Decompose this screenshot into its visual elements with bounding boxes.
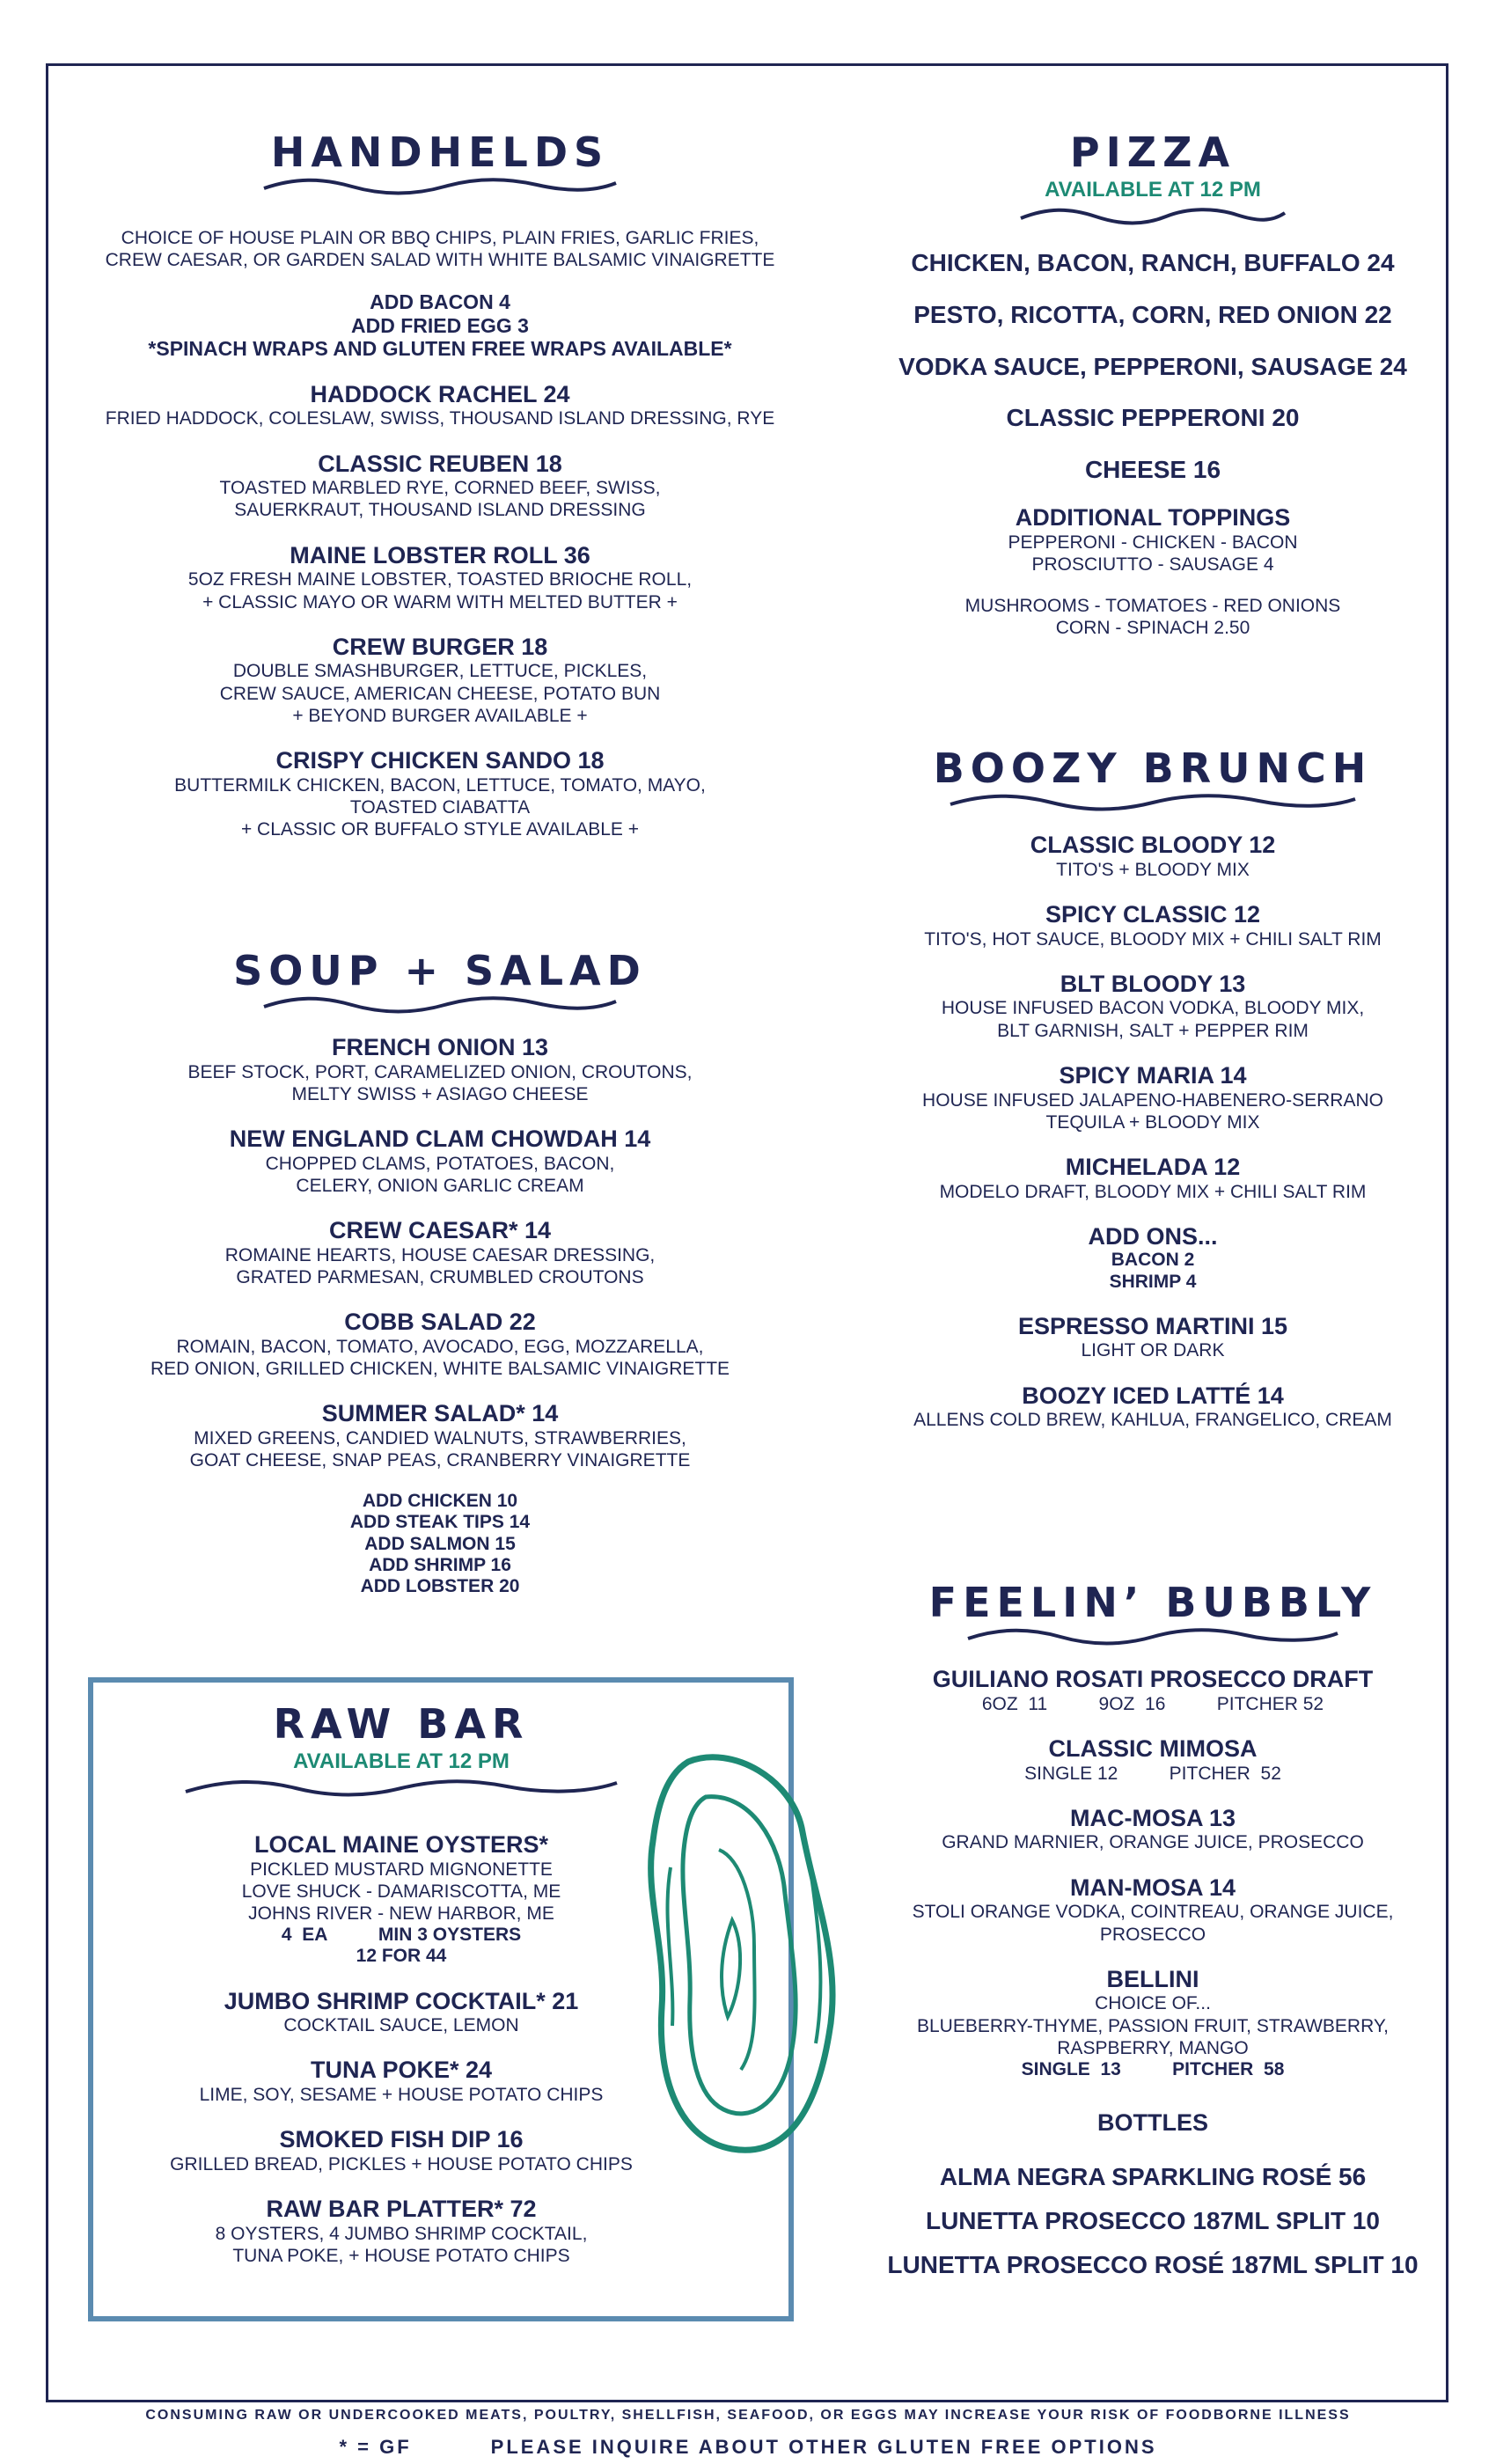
item-desc: CHOPPED CLAMS, POTATOES, BACON, [265, 1153, 615, 1174]
item-title: FRENCH ONION 13 [331, 1034, 549, 1060]
handhelds-heading: HANDHELDS [270, 128, 610, 176]
item-desc: TEQUILA + BLOODY MIX [1045, 1111, 1260, 1133]
item-desc: BUTTERMILK CHICKEN, BACON, LETTUCE, TOMATO, MAYO, [174, 774, 706, 796]
menu-item [53, 634, 827, 727]
menu-item [93, 1832, 709, 1968]
item-desc: TITO'S, HOT SAUCE, BLOODY MIX + CHILI SALT RIM [924, 928, 1382, 950]
menu-item [53, 1218, 827, 1288]
soup-salad-addons [53, 1491, 827, 1597]
item-title: SMOKED FISH DIP 16 [279, 2126, 524, 2153]
raw-bar-availability: AVAILABLE AT 12 PM [293, 1749, 510, 1773]
pizza-heading: PIZZA [1069, 128, 1236, 176]
item-desc: SINGLE 12 PITCHER 52 [1024, 1763, 1281, 1784]
addon-line: ADD SHRIMP 16 [369, 1554, 511, 1575]
menu-item [53, 1309, 827, 1380]
item-title: BOOZY ICED LATTÉ 14 [1022, 1382, 1284, 1409]
item-desc: PICKLED MUSTARD MIGNONETTE [250, 1859, 553, 1880]
item-desc: SAUERKRAUT, THOUSAND ISLAND DRESSING [234, 500, 646, 521]
item-desc: 8 OYSTERS, 4 JUMBO SHRIMP COCKTAIL, [215, 2223, 588, 2244]
menu-item [862, 1806, 1443, 1854]
pizza-item: PESTO, RICOTTA, CORN, RED ONION 22 [913, 300, 1392, 328]
item-title: SUMMER SALAD* 14 [321, 1400, 559, 1427]
menu-item [862, 972, 1443, 1042]
addon-line: ADD BACON 4 [370, 290, 510, 314]
item-desc: GRILLED BREAD, PICKLES + HOUSE POTATO CHIPS [170, 2153, 633, 2174]
menu-item [862, 1224, 1443, 1293]
bellini-price: SINGLE 13 PITCHER 58 [1021, 2058, 1285, 2079]
item-desc: JOHNS RIVER - NEW HARBOR, ME [248, 1903, 554, 1925]
toppings-line: CORN - SPINACH 2.50 [1055, 618, 1250, 639]
pizza-section [862, 128, 1443, 639]
item-desc: RASPBERRY, MANGO [1057, 2037, 1249, 2058]
toppings-line: PEPPERONI - CHICKEN - BACON [1008, 532, 1298, 553]
item-title: ESPRESSO MARTINI 15 [1017, 1312, 1288, 1339]
item-desc: GRATED PARMESAN, CRUMBLED CROUTONS [236, 1267, 644, 1287]
item-desc: FRIED HADDOCK, COLESLAW, SWISS, THOUSAND ISLAND DRESSING, RYE [105, 408, 775, 429]
wave-divider-icon [1016, 206, 1289, 225]
item-title: BELLINI [1106, 1965, 1199, 1992]
pizza-availability: AVAILABLE AT 12 PM [1045, 178, 1261, 202]
menu-item [93, 1989, 709, 2037]
bottle-item: ALMA NEGRA SPARKLING ROSÉ 56 [939, 2162, 1367, 2190]
item-desc: TOASTED CIABATTA [349, 796, 531, 818]
feelin-bubbly-section [862, 1579, 1443, 2279]
wave-divider-icon [181, 1778, 621, 1797]
item-title: HADDOCK RACHEL 24 [310, 380, 570, 407]
wave-divider-icon [260, 176, 620, 195]
oyster-price: 4 EA MIN 3 OYSTERS [281, 1925, 522, 1946]
menu-item [53, 748, 827, 840]
item-desc: CREW SAUCE, AMERICAN CHEESE, POTATO BUN [219, 683, 661, 704]
menu-item [93, 2196, 709, 2267]
item-title: CLASSIC BLOODY 12 [1030, 832, 1276, 858]
menu-item [862, 1736, 1443, 1785]
item-title: GUILIANO ROSATI PROSECCO DRAFT [932, 1666, 1374, 1692]
boozy-brunch-heading: BOOZY BRUNCH [933, 744, 1373, 792]
item-desc: RED ONION, GRILLED CHICKEN, WHITE BALSAMIC VINAIGRETTE [150, 1359, 730, 1380]
soup-salad-heading: SOUP + SALAD [233, 947, 647, 994]
toppings-block [862, 505, 1443, 639]
item-desc: + CLASSIC OR BUFFALO STYLE AVAILABLE + [240, 819, 640, 840]
item-title: RAW BAR PLATTER* 72 [266, 2196, 537, 2223]
pizza-item: VODKA SAUCE, PEPPERONI, SAUSAGE 24 [898, 352, 1407, 380]
item-desc: STOLI ORANGE VODKA, COINTREAU, ORANGE JUICE, [912, 1902, 1394, 1923]
menu-item [53, 382, 827, 430]
menu-item [862, 1155, 1443, 1203]
item-title: CREW BURGER 18 [332, 633, 548, 660]
item-desc: LIGHT OR DARK [1081, 1340, 1225, 1361]
item-title: MICHELADA 12 [1065, 1153, 1241, 1180]
addon-line: ADD FRIED EGG 3 [351, 313, 529, 337]
item-title: CRISPY CHICKEN SANDO 18 [275, 746, 605, 774]
item-desc: TITO'S + BLOODY MIX [1056, 859, 1250, 880]
pizza-item: CLASSIC PEPPERONI 20 [1006, 404, 1300, 432]
menu-item [862, 1967, 1443, 2080]
item-title: MAN-MOSA 14 [1069, 1874, 1236, 1901]
food-safety-warning: CONSUMING RAW OR UNDERCOOKED MEATS, POULTRY, SHELLFISH, SEAFOOD, OR EGGS MAY INCREASE YOUR RISK OF FOODBORNE ILLNESS [145, 2408, 1351, 2423]
menu-item [53, 451, 827, 522]
item-desc: ROMAIN, BACON, TOMATO, AVOCADO, EGG, MOZZARELLA, [176, 1336, 704, 1357]
item-title: CREW CAESAR* 14 [328, 1217, 552, 1244]
menu-item [53, 1401, 827, 1471]
wave-divider-icon [946, 792, 1360, 811]
item-desc: LIME, SOY, SESAME + HOUSE POTATO CHIPS [199, 2085, 604, 2106]
handhelds-intro [53, 227, 827, 271]
addon-line: ADD CHICKEN 10 [362, 1491, 518, 1512]
item-desc: + BEYOND BURGER AVAILABLE + [292, 705, 588, 726]
handhelds-addons [53, 290, 827, 360]
item-title: CLASSIC MIMOSA [1048, 1734, 1258, 1762]
menu-item [862, 1667, 1443, 1715]
addon-line: *SPINACH WRAPS AND GLUTEN FREE WRAPS AVAILABLE* [148, 337, 732, 361]
item-title: ADD ONS... [1088, 1222, 1218, 1250]
item-desc: TOASTED MARBLED RYE, CORNED BEEF, SWISS, [219, 478, 661, 499]
item-title: TUNA POKE* 24 [310, 2057, 493, 2084]
addon-line: SHRIMP 4 [1109, 1271, 1197, 1292]
oyster-dozen-price: 12 FOR 44 [356, 1946, 447, 1967]
addon-line: ADD SALMON 15 [364, 1533, 516, 1554]
addon-line: BACON 2 [1111, 1250, 1195, 1271]
raw-bar-section [93, 1700, 709, 2267]
menu-item [862, 1383, 1443, 1432]
menu-item [53, 1035, 827, 1105]
item-desc: + CLASSIC MAYO OR WARM WITH MELTED BUTTER + [202, 591, 678, 612]
item-title: JUMBO SHRIMP COCKTAIL* 21 [224, 1987, 579, 2014]
item-desc: CHOICE OF... [1095, 1993, 1211, 2014]
toppings-line: PROSCIUTTO - SAUSAGE 4 [1031, 554, 1274, 575]
item-desc: BLUEBERRY-THYME, PASSION FRUIT, STRAWBERRY, [916, 2015, 1389, 2036]
item-title: MAC-MOSA 13 [1069, 1804, 1236, 1831]
raw-bar-heading: RAW BAR [273, 1700, 530, 1748]
item-title: BLT BLOODY 13 [1060, 970, 1246, 997]
item-desc: BEEF STOCK, PORT, CARAMELIZED ONION, CROUTONS, [187, 1061, 693, 1082]
item-desc: COCKTAIL SAUCE, LEMON [283, 2015, 519, 2036]
gluten-free-footer [0, 2436, 1496, 2459]
bottle-item: LUNETTA PROSECCO 187ML SPLIT 10 [925, 2206, 1381, 2234]
item-title: SPICY MARIA 14 [1059, 1061, 1247, 1089]
item-title: MAINE LOBSTER ROLL 36 [290, 541, 590, 568]
menu-item [53, 1126, 827, 1197]
bottles-block [862, 2110, 1443, 2279]
wave-divider-icon [260, 994, 620, 1014]
menu-item [93, 2057, 709, 2106]
item-desc: GRAND MARNIER, ORANGE JUICE, PROSECCO [942, 1832, 1364, 1853]
item-title: SPICY CLASSIC 12 [1045, 900, 1261, 928]
soup-salad-section [53, 947, 827, 1597]
gf-note: PLEASE INQUIRE ABOUT OTHER GLUTEN FREE OPTIONS [490, 2436, 1157, 2458]
item-title: CLASSIC REUBEN 18 [318, 450, 562, 477]
boozy-brunch-section [862, 744, 1443, 1431]
item-desc: 6OZ 11 9OZ 16 PITCHER 52 [981, 1693, 1324, 1714]
wave-divider-icon [964, 1626, 1342, 1646]
item-title: LOCAL MAINE OYSTERS* [253, 1831, 549, 1858]
menu-item [862, 832, 1443, 881]
menu-item [862, 1063, 1443, 1133]
pizza-item: CHEESE 16 [1084, 456, 1221, 484]
toppings-title: ADDITIONAL TOPPINGS [1015, 503, 1291, 531]
item-desc: MELTY SWISS + ASIAGO CHEESE [291, 1083, 589, 1104]
menu-item [93, 2127, 709, 2175]
item-desc: DOUBLE SMASHBURGER, LETTUCE, PICKLES, [232, 661, 648, 682]
item-desc: LOVE SHUCK - DAMARISCOTTA, ME [241, 1881, 561, 1902]
item-desc: MIXED GREENS, CANDIED WALNUTS, STRAWBERRIES, [194, 1427, 686, 1448]
item-desc: TUNA POKE, + HOUSE POTATO CHIPS [232, 2246, 570, 2267]
menu-item [862, 902, 1443, 950]
item-desc: GOAT CHEESE, SNAP PEAS, CRANBERRY VINAIGRETTE [189, 1450, 691, 1471]
menu-item [862, 1314, 1443, 1362]
item-desc: ROMAINE HEARTS, HOUSE CAESAR DRESSING, [224, 1244, 656, 1265]
item-desc: ALLENS COLD BREW, KAHLUA, FRANGELICO, CREAM [913, 1410, 1392, 1431]
item-desc: 5OZ FRESH MAINE LOBSTER, TOASTED BRIOCHE ROLL, [187, 569, 693, 590]
bottles-title: BOTTLES [1097, 2109, 1208, 2137]
addon-line: ADD STEAK TIPS 14 [349, 1512, 531, 1533]
item-desc: MODELO DRAFT, BLOODY MIX + CHILI SALT RIM [939, 1181, 1367, 1202]
item-desc: HOUSE INFUSED JALAPENO-HABENERO-SERRANO [922, 1089, 1383, 1111]
item-desc: CELERY, ONION GARLIC CREAM [296, 1175, 584, 1196]
menu-item [862, 1875, 1443, 1946]
item-desc: BLT GARNISH, SALT + PEPPER RIM [997, 1020, 1309, 1041]
menu-item [53, 543, 827, 613]
item-desc: HOUSE INFUSED BACON VODKA, BLOODY MIX, [941, 998, 1365, 1019]
handhelds-section [53, 128, 827, 840]
item-desc: PROSECCO [1099, 1924, 1206, 1945]
item-title: NEW ENGLAND CLAM CHOWDAH 14 [229, 1126, 651, 1153]
bottle-item: LUNETTA PROSECCO ROSÉ 187ML SPLIT 10 [887, 2250, 1419, 2278]
item-title: COBB SALAD 22 [344, 1309, 536, 1336]
oyster-icon [635, 1744, 847, 2167]
addon-line: ADD LOBSTER 20 [360, 1575, 520, 1596]
intro-line: CREW CAESAR, OR GARDEN SALAD WITH WHITE BALSAMIC VINAIGRETTE [105, 250, 775, 271]
intro-line: CHOICE OF HOUSE PLAIN OR BBQ CHIPS, PLAIN FRIES, GARLIC FRIES, [121, 228, 759, 248]
gf-key: * = GF [339, 2436, 412, 2458]
pizza-item: CHICKEN, BACON, RANCH, BUFFALO 24 [911, 249, 1395, 276]
toppings-line: MUSHROOMS - TOMATOES - RED ONIONS [964, 596, 1341, 617]
feelin-bubbly-heading: FEELIN’ BUBBLY [928, 1579, 1377, 1626]
